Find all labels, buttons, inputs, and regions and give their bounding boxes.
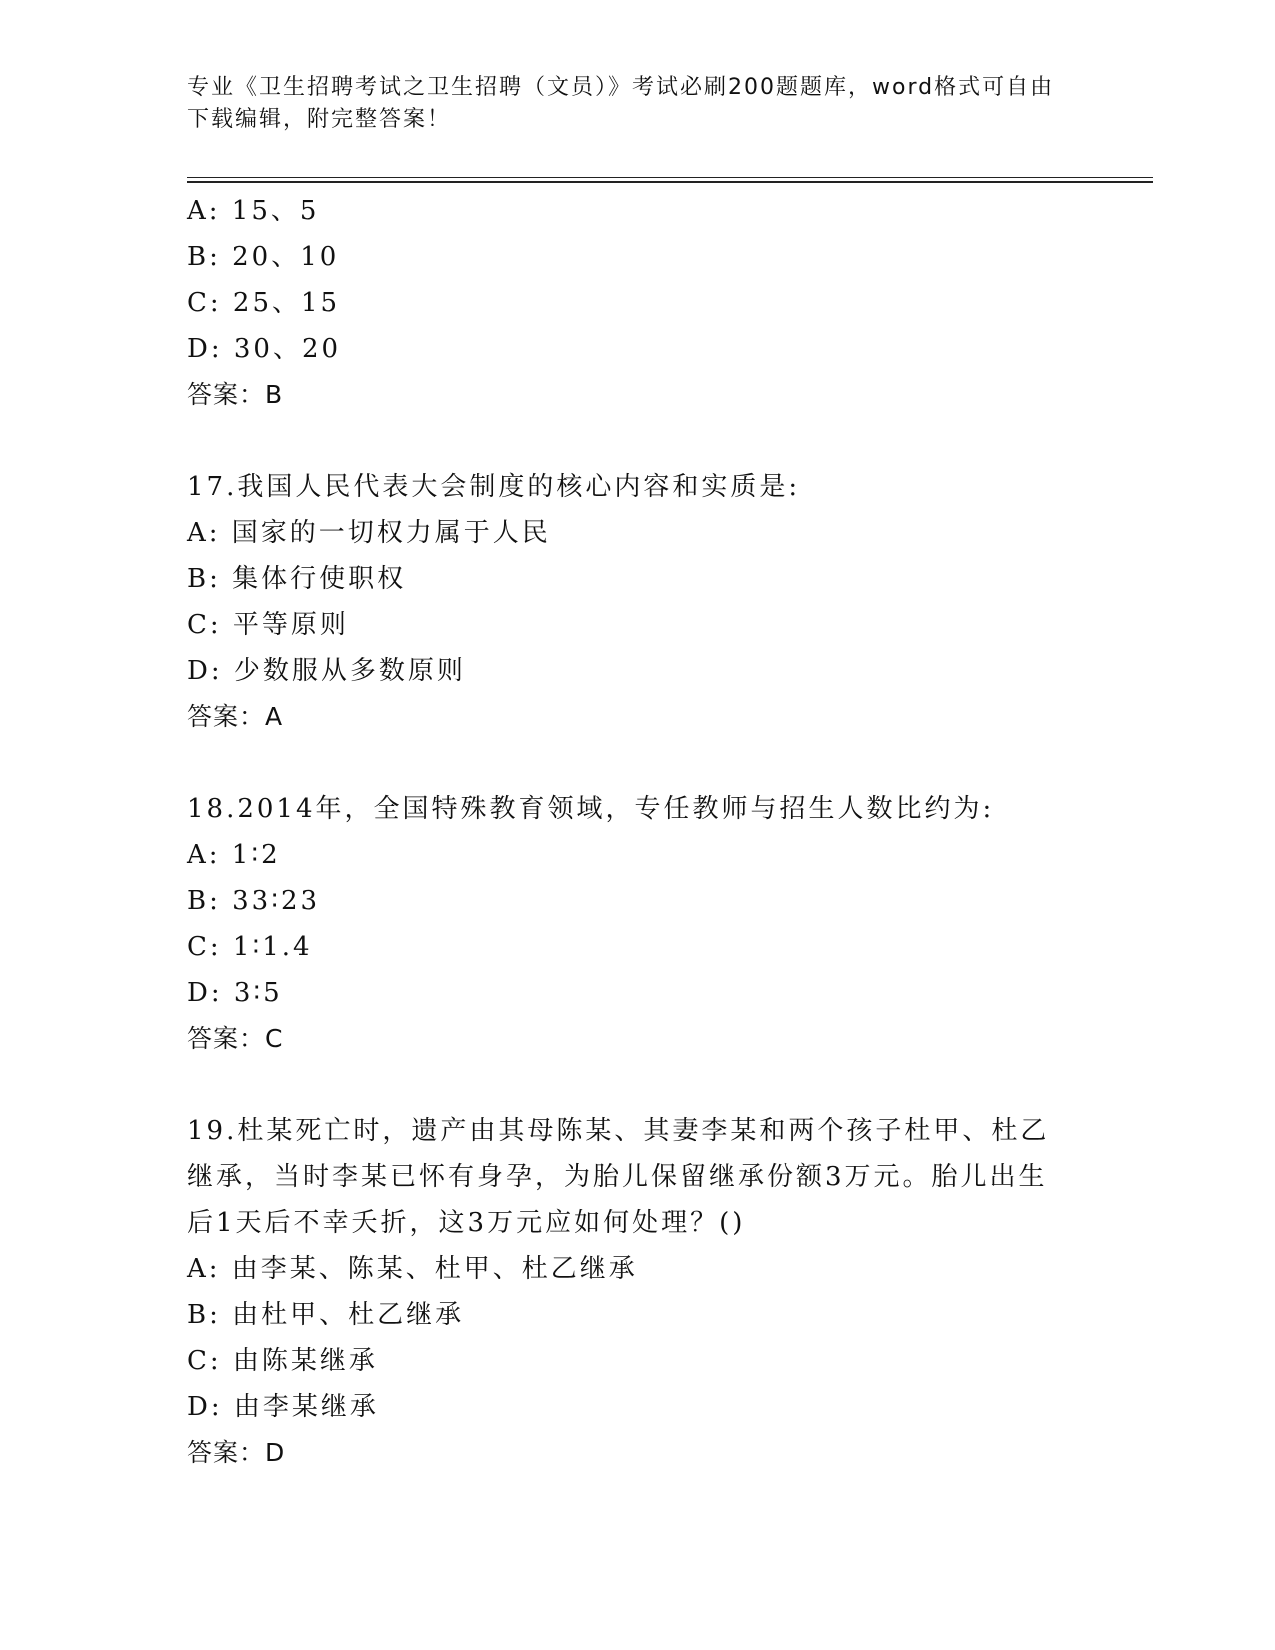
option-c: C: 平等原则	[187, 610, 349, 640]
answer-line: 答案：B	[187, 380, 284, 409]
option-b: B: 集体行使职权	[187, 564, 407, 594]
spacer	[187, 740, 1087, 786]
option-c: C: 25、15	[187, 288, 341, 318]
question-text: 17.我国人民代表大会制度的核心内容和实质是:	[187, 472, 801, 502]
option-d: D: 30、20	[187, 334, 342, 364]
question-block-19	[187, 1108, 1087, 1476]
document-header: 专业《卫生招聘考试之卫生招聘（文员）》考试必刷200题题库，word格式可自由下载编辑，附完整答案！	[187, 75, 1055, 132]
answer-line: 答案：A	[187, 702, 284, 731]
header-divider-thin	[187, 177, 1153, 178]
question-block-17	[187, 464, 1087, 740]
option-d: D: 由李某继承	[187, 1392, 379, 1422]
option-c: C: 由陈某继承	[187, 1346, 378, 1376]
option-a: A: 由李某、陈某、杜甲、杜乙继承	[187, 1254, 638, 1284]
option-a: A: 15、5	[187, 196, 320, 226]
question-text: 19.杜某死亡时，遗产由其母陈某、其妻李某和两个孩子杜甲、杜乙继承，当时李某已怀有身孕，为胎儿保留继承份额3万元。胎儿出生后1天后不幸夭折，这3万元应如何处理？()	[187, 1116, 1050, 1238]
option-d: D: 少数服从多数原则	[187, 656, 466, 686]
question-content	[187, 188, 1087, 1476]
answer-line: 答案：D	[187, 1438, 286, 1467]
option-b: B: 33∶23	[187, 886, 321, 916]
question-text: 18.2014年，全国特殊教育领域，专任教师与招生人数比约为:	[187, 794, 995, 824]
option-b: B: 20、10	[187, 242, 340, 272]
option-a: A: 国家的一切权力属于人民	[187, 518, 551, 548]
header-divider-thick	[187, 181, 1153, 183]
option-a: A: 1∶2	[187, 840, 281, 870]
question-block-18	[187, 786, 1087, 1062]
answer-line: 答案：C	[187, 1024, 284, 1053]
option-c: C: 1∶1.4	[187, 932, 313, 962]
question-block-16	[187, 188, 1087, 418]
option-b: B: 由杜甲、杜乙继承	[187, 1300, 465, 1330]
spacer	[187, 418, 1087, 464]
option-d: D: 3∶5	[187, 978, 283, 1008]
spacer	[187, 1062, 1087, 1108]
